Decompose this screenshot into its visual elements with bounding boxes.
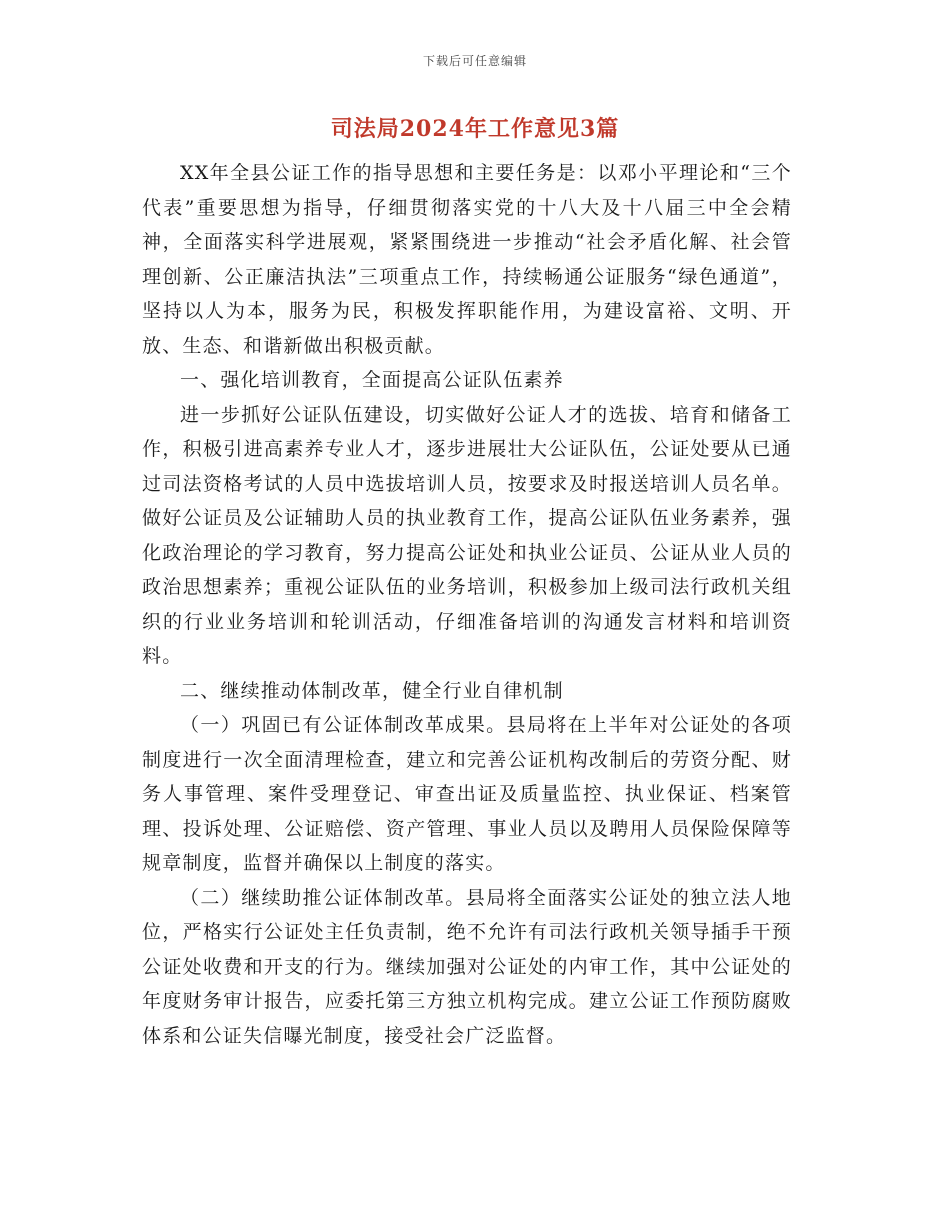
- document-body: [142, 156, 792, 1053]
- paragraph-training: 进一步抓好公证队伍建设，切实做好公证人才的选拔、培育和储备工作，积极引进高素养专业人才，逐步进展壮大公证队伍，公证处要从已通过司法资格考试的人员中选拔培训人员，按要求及时报送培训人员名单。做好公证员及公证辅助人员的执业教育工作，提高公证队伍业务素养，强化政治理论的学习教育，努力提高公证处和执业公证员、公证从业人员的政治思想素养；重视公证队伍的业务培训，积极参加上级司法行政机关组织的行业业务培训和轮训活动，仔细准备培训的沟通发言材料和培训资料。: [142, 403, 792, 667]
- document-title: 司法局2024年工作意见3篇: [330, 116, 620, 142]
- paragraph-guiding-thought: XX年全县公证工作的指导思想和主要任务是：以邓小平理论和“三个代表”重要思想为指导，仔细贯彻落实党的十八大及十八届三中全会精神，全面落实科学进展观，紧紧围绕进一步推动“社会矛盾化解、社会管理创新、公正廉洁执法”三项重点工作，持续畅通公证服务“绿色通道”，坚持以人为本，服务为民，积极发挥职能作用，为建设富裕、文明、开放、生态、和谐新做出积极贡献。: [142, 162, 792, 357]
- header-note: 下载后可任意编辑: [422, 54, 527, 68]
- paragraph-promote-reform: （二）继续助推公证体制改革。县局将全面落实公证处的独立法人地位，严格实行公证处主任负责制，绝不允许有司法行政机关领导插手干预公证处收费和开支的行为。继续加强对公证处的内审工作，其中公证处的年度财务审计报告，应委托第三方独立机构完成。建立公证工作预防腐败体系和公证失信曝光制度，接受社会广泛监督。: [142, 886, 792, 1047]
- paragraph-consolidate-reform: （一）巩固已有公证体制改革成果。县局将在上半年对公证处的各项制度进行一次全面清理检查，建立和完善公证机构改制后的劳资分配、财务人事管理、案件受理登记、审查出证及质量监控、执业保证、档案管理、投诉处理、公证赔偿、资产管理、事业人员以及聘用人员保险保障等规章制度，监督并确保以上制度的落实。: [142, 714, 792, 874]
- section-heading-2: 二、继续推动体制改革，健全行业自律机制: [180, 679, 564, 702]
- section-heading-1: 一、强化培训教育，全面提高公证队伍素养: [180, 369, 564, 391]
